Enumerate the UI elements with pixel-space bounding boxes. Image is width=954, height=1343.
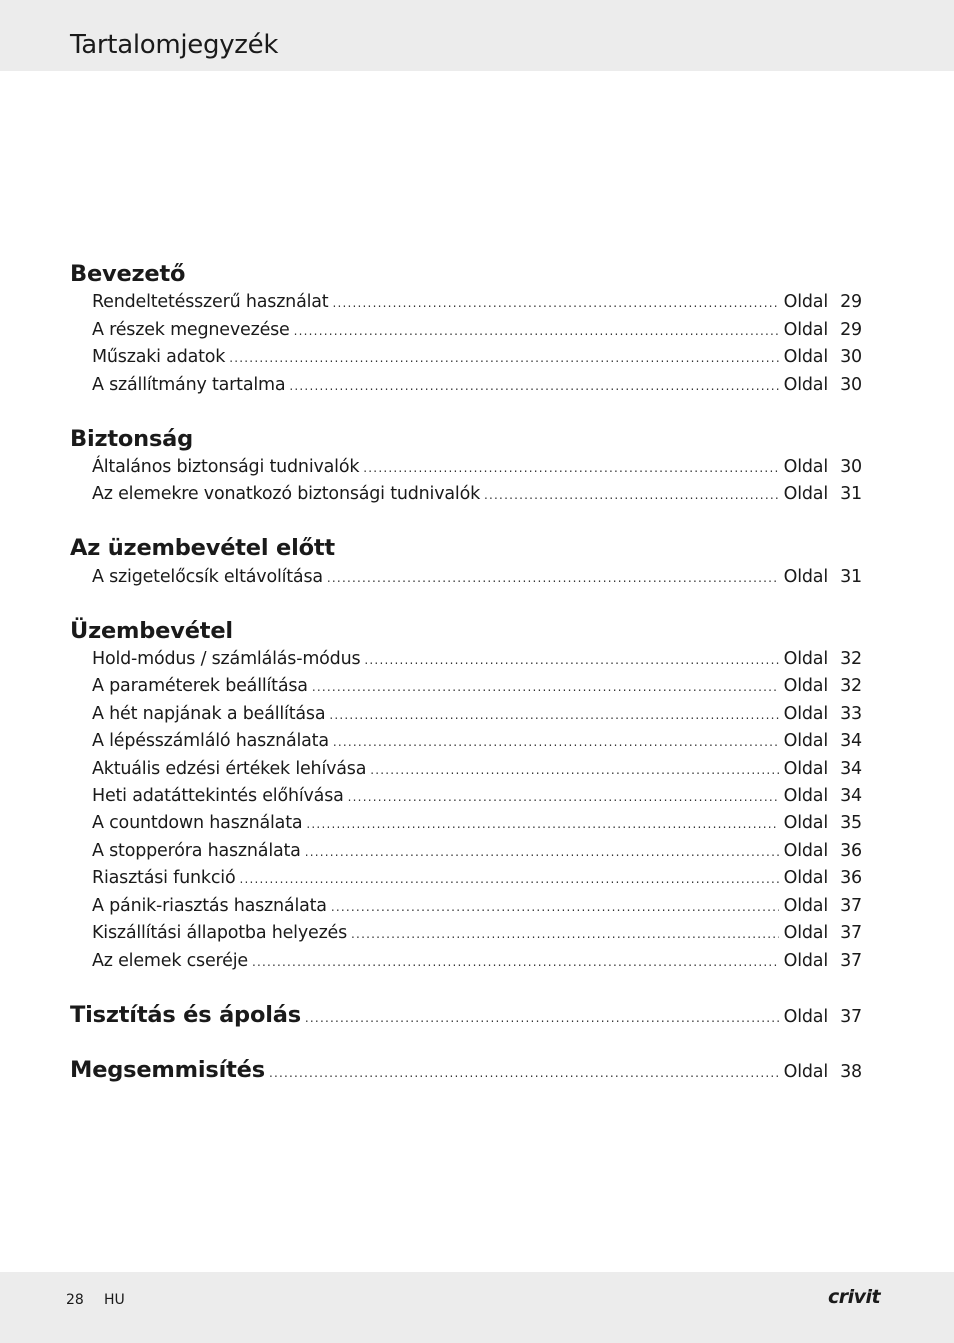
entry-page: 36 (840, 841, 862, 861)
entry-label: Általános biztonsági tudnivalók (92, 457, 360, 477)
entry-label: A szállítmány tartalma (92, 375, 286, 395)
dot-leader (331, 900, 779, 914)
page-word: Oldal (783, 676, 828, 696)
entry-page: 30 (840, 375, 862, 395)
page-word: Oldal (783, 923, 828, 943)
toc-entry[interactable] (92, 347, 862, 371)
toc-entry[interactable] (92, 868, 862, 892)
page-word: Oldal (783, 292, 828, 312)
entry-label: A stopperóra használata (92, 841, 301, 861)
page-word: Oldal (783, 567, 828, 587)
entry-page: 30 (840, 347, 862, 367)
dot-leader (484, 488, 779, 502)
toc-entry[interactable] (92, 375, 862, 399)
entry-label: Heti adatáttekintés előhívása (92, 786, 344, 806)
dot-leader (329, 708, 778, 722)
page-word: Oldal (783, 868, 828, 888)
toc-entry[interactable] (92, 759, 862, 783)
toc-entry[interactable] (92, 292, 862, 316)
entry-page: 32 (840, 649, 862, 669)
entry-page: 35 (840, 813, 862, 833)
toc-entry[interactable] (92, 484, 862, 508)
dot-leader (364, 653, 778, 667)
dot-leader (252, 955, 779, 969)
page-word: Oldal (783, 704, 828, 724)
entry-page: 36 (840, 868, 862, 888)
entry-label: A hét napjának a beállítása (92, 704, 326, 724)
toc-entry[interactable] (92, 704, 862, 728)
page-word: Oldal (783, 649, 828, 669)
entry-page: 34 (840, 759, 862, 779)
section-heading-megsemmisites: Megsemmisítés (70, 1057, 265, 1083)
dot-leader (239, 872, 778, 886)
entry-page: 34 (840, 731, 862, 751)
page-word: Oldal (783, 320, 828, 340)
entry-label: Műszaki adatok (92, 347, 226, 367)
dot-leader (312, 680, 779, 694)
dot-leader (289, 379, 778, 393)
entry-page: 29 (840, 320, 862, 340)
page-word: Oldal (783, 731, 828, 751)
dot-leader (269, 1066, 779, 1080)
dot-leader (305, 845, 779, 859)
entry-page: 38 (840, 1062, 862, 1082)
dot-leader (348, 790, 779, 804)
toc-entry[interactable] (92, 567, 862, 591)
entry-label: A részek megnevezése (92, 320, 290, 340)
toc-entry[interactable] (92, 896, 862, 920)
entry-label: A paraméterek beállítása (92, 676, 308, 696)
page-word: Oldal (783, 1062, 828, 1082)
entry-page: 30 (840, 457, 862, 477)
section-heading-biztonsag: Biztonság (70, 426, 194, 452)
entry-page: 37 (840, 896, 862, 916)
toc-entry[interactable] (92, 841, 862, 865)
toc-entry[interactable] (92, 649, 862, 673)
toc-section-entry-megsemmisites[interactable] (70, 1057, 862, 1087)
page-word: Oldal (783, 347, 828, 367)
page-word: Oldal (783, 375, 828, 395)
section-heading-uzembevetel-elott: Az üzembevétel előtt (70, 535, 335, 561)
dot-leader (332, 296, 778, 310)
entry-page: 34 (840, 786, 862, 806)
entry-label: Az elemekre vonatkozó biztonsági tudnivalók (92, 484, 481, 504)
dot-leader (294, 324, 779, 338)
entry-label: A lépésszámláló használata (92, 731, 329, 751)
entry-label: Aktuális edzési értékek lehívása (92, 759, 367, 779)
entry-page: 37 (840, 951, 862, 971)
section-heading-tisztitas: Tisztítás és ápolás (70, 1002, 301, 1028)
toc-entry[interactable] (92, 786, 862, 810)
page-word: Oldal (783, 841, 828, 861)
page-word: Oldal (783, 951, 828, 971)
page-word: Oldal (783, 457, 828, 477)
entry-label: A countdown használata (92, 813, 303, 833)
toc-entry[interactable] (92, 676, 862, 700)
toc-entry[interactable] (92, 457, 862, 481)
entry-label: Kiszállítási állapotba helyezés (92, 923, 348, 943)
toc-entry[interactable] (92, 951, 862, 975)
page-title: Tartalomjegyzék (70, 30, 279, 60)
page-word: Oldal (783, 1007, 828, 1027)
entry-page: 33 (840, 704, 862, 724)
entry-label: Riasztási funkció (92, 868, 236, 888)
entry-page: 37 (840, 1007, 862, 1027)
entry-page: 29 (840, 292, 862, 312)
dot-leader (229, 351, 778, 365)
dot-leader (370, 763, 778, 777)
page-word: Oldal (783, 896, 828, 916)
dot-leader (363, 461, 778, 475)
page-word: Oldal (783, 786, 828, 806)
section-heading-uzembevetel: Üzembevétel (70, 618, 233, 644)
toc-entry[interactable] (92, 731, 862, 755)
footer-bar (0, 1272, 954, 1343)
entry-label: Rendeltetésszerű használat (92, 292, 329, 312)
dot-leader (305, 1011, 779, 1025)
language-code: HU (104, 1292, 125, 1308)
page-word: Oldal (783, 813, 828, 833)
page-word: Oldal (783, 759, 828, 779)
page-word: Oldal (783, 484, 828, 504)
entry-label: Hold-módus / számlálás-módus (92, 649, 361, 669)
entry-page: 31 (840, 567, 862, 587)
entry-page: 37 (840, 923, 862, 943)
dot-leader (351, 927, 779, 941)
dot-leader (327, 571, 779, 585)
brand-logo: crivit (828, 1286, 881, 1308)
dot-leader (306, 817, 778, 831)
dot-leader (333, 735, 779, 749)
page-number: 28 (66, 1292, 84, 1308)
toc-entry[interactable] (92, 923, 862, 947)
toc-entry[interactable] (92, 320, 862, 344)
entry-label: Az elemek cseréje (92, 951, 248, 971)
entry-label: A pánik-riasztás használata (92, 896, 327, 916)
entry-label: A szigetelőcsík eltávolítása (92, 567, 323, 587)
section-heading-bevezeto: Bevezető (70, 261, 186, 287)
entry-page: 31 (840, 484, 862, 504)
toc-section-entry-tisztitas[interactable] (70, 1002, 862, 1032)
toc-entry[interactable] (92, 813, 862, 837)
entry-page: 32 (840, 676, 862, 696)
